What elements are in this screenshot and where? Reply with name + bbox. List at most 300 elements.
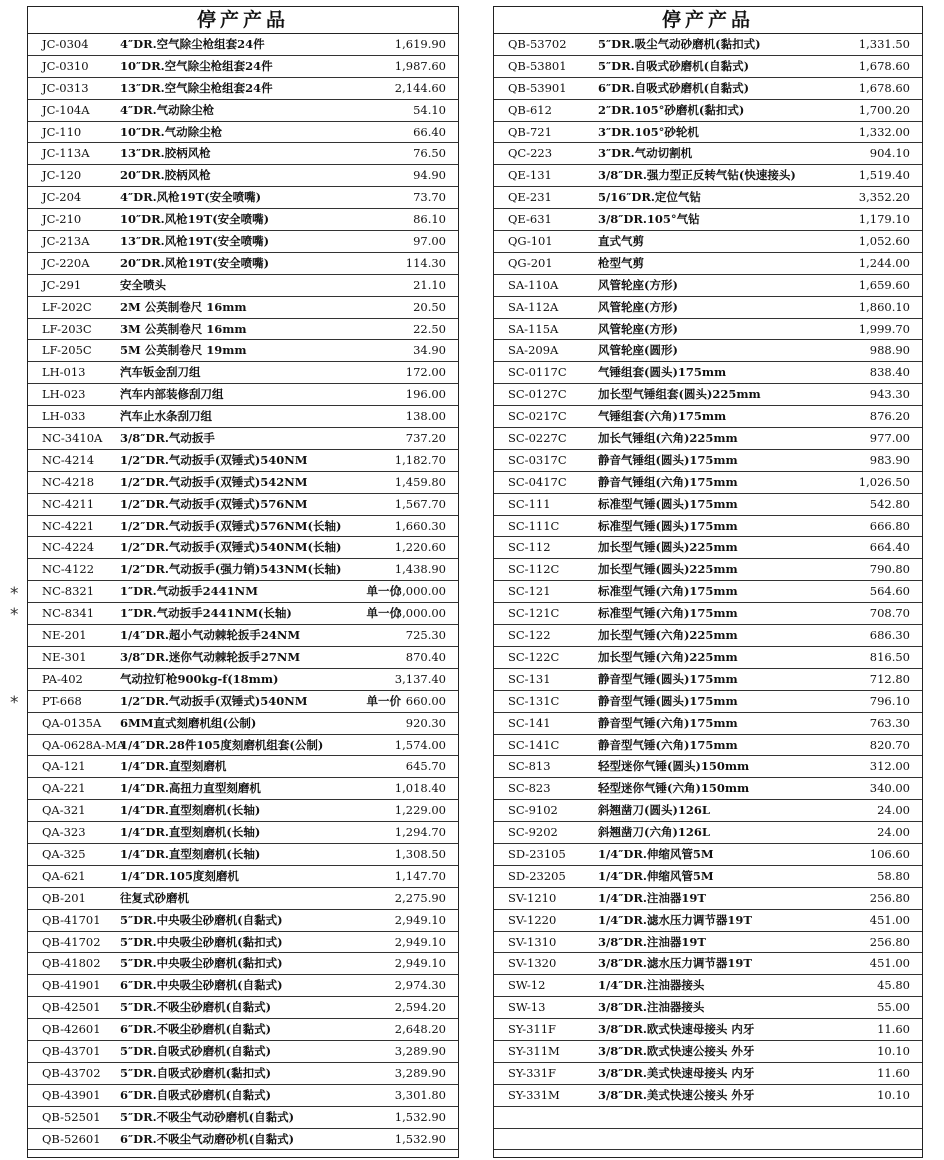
product-code: LF-202C	[42, 299, 92, 314]
table-row	[494, 34, 922, 56]
product-price: 172.00	[405, 365, 446, 380]
product-price: 138.00	[405, 409, 446, 424]
product-name: 1/4″DR.注油器接头	[598, 978, 705, 993]
product-code: SD-23205	[508, 868, 566, 883]
product-name: 3/8″DR.注油器19T	[598, 934, 706, 949]
product-price: 11.60	[877, 1022, 910, 1037]
product-price: 1,147.70	[394, 868, 446, 883]
product-name: 20″DR.胶柄风枪	[120, 168, 211, 183]
product-code: SC-131C	[508, 693, 560, 708]
product-code: LF-203C	[42, 321, 92, 336]
product-code: SW-13	[508, 1000, 546, 1015]
product-code: SC-111C	[508, 518, 560, 533]
table-row	[28, 34, 458, 56]
product-name: 3/8″DR.105°气钻	[598, 212, 700, 227]
price-note: 单一价	[366, 693, 401, 708]
product-name: 1/4″DR.高扭力直型刻磨机	[120, 781, 261, 796]
product-code: SY-311F	[508, 1022, 557, 1037]
product-code: SC-112C	[508, 562, 560, 577]
product-code: JC-0304	[42, 37, 89, 51]
product-code: JC-110	[42, 124, 82, 139]
product-price: 564.60	[869, 584, 910, 599]
product-name: 气锤组套(圆头)175mm	[598, 365, 727, 380]
product-code: QG-101	[508, 234, 553, 249]
product-name: 6MM直式刻磨机组(公制)	[120, 715, 257, 730]
product-code: QB-53801	[508, 58, 567, 73]
product-code: QA-221	[42, 781, 86, 796]
product-price: 1,294.70	[394, 825, 446, 840]
product-code: SC-9202	[508, 825, 558, 840]
product-price: 1,459.80	[394, 474, 446, 489]
table-row	[28, 231, 458, 253]
product-code: JC-113A	[42, 146, 90, 161]
product-name: 6″DR.不吸尘气动磨砂机(自黏式)	[120, 1131, 295, 1146]
product-name: 静音型气锤(六角)175mm	[598, 715, 738, 730]
product-name: 1/4″DR.注油器19T	[598, 890, 706, 905]
product-name: 3″DR.105°砂轮机	[598, 124, 699, 139]
product-price: 2,144.60	[394, 80, 446, 95]
product-price: 1,052.60	[858, 234, 910, 249]
table-row	[494, 472, 922, 494]
product-name: 1/2″DR.气动扳手(强力销)543NM(长轴)	[120, 562, 342, 577]
asterisk-marker: *	[10, 605, 19, 626]
product-price: 2,648.20	[394, 1022, 446, 1037]
table-row	[494, 735, 922, 757]
product-name: 标准型气锤(六角)175mm	[598, 606, 738, 621]
product-name: 1/4″DR.滤水压力调节器19T	[598, 912, 752, 927]
table-row	[28, 932, 458, 954]
product-code: SA-110A	[508, 277, 559, 292]
product-name: 6″DR.中央吸尘砂磨机(自黏式)	[120, 978, 283, 993]
product-code: SA-209A	[508, 343, 559, 358]
product-name: 3/8″DR.欧式快速公接头 外牙	[598, 1043, 755, 1058]
table-row	[494, 143, 922, 165]
product-price: 666.80	[869, 518, 910, 533]
product-name: 1/4″DR.28件105度刻磨机组套(公制)	[120, 737, 324, 752]
table-row	[494, 1107, 922, 1129]
product-name: 风管轮座(圆形)	[598, 343, 678, 358]
table-row	[28, 713, 458, 735]
product-code: NC-8341	[42, 606, 95, 621]
table-row	[28, 647, 458, 669]
table-row	[28, 888, 458, 910]
product-code: NC-8321	[42, 584, 95, 599]
table-row	[494, 340, 922, 362]
product-code: QB-41901	[42, 978, 101, 993]
product-price: 870.40	[405, 649, 446, 664]
table-row	[494, 1063, 922, 1085]
product-price: 645.70	[405, 759, 446, 774]
product-price: 21.10	[413, 277, 446, 292]
product-name: 轻型迷你气锤(六角)150mm	[598, 781, 750, 796]
product-name: 5M 公英制卷尺 19mm	[120, 343, 247, 358]
product-price: 1,332.00	[858, 124, 910, 139]
product-name: 静音型气锤(六角)175mm	[598, 737, 738, 752]
product-price: 1,574.00	[394, 737, 446, 752]
table-row	[28, 1129, 458, 1151]
product-code: NC-4211	[42, 496, 95, 511]
product-name: 标准型气锤(圆头)175mm	[598, 496, 738, 511]
table-row	[28, 669, 458, 691]
product-price: 10.10	[877, 1087, 910, 1102]
product-code: LF-205C	[42, 343, 92, 358]
product-name: 5″DR.中央吸尘砂磨机(黏扣式)	[120, 934, 283, 949]
table-row	[28, 362, 458, 384]
product-code: JC-120	[42, 168, 82, 183]
product-price: 796.10	[869, 693, 910, 708]
table-row	[28, 428, 458, 450]
product-price: 196.00	[405, 387, 446, 402]
product-name: 轻型迷你气锤(圆头)150mm	[598, 759, 750, 774]
product-code: QE-131	[508, 168, 552, 183]
product-code: SV-1210	[508, 890, 557, 905]
product-code: JC-104A	[42, 102, 90, 117]
product-price: 988.90	[869, 343, 910, 358]
product-name: 斜翘凿刀(圆头)126L	[598, 803, 710, 818]
product-code: QB-43702	[42, 1065, 101, 1080]
product-name: 1/4″DR.伸缩风管5M	[598, 846, 714, 861]
product-price: 1,179.10	[858, 212, 910, 227]
product-price: 34.90	[413, 343, 446, 358]
table-row	[28, 319, 458, 341]
product-price: 106.60	[869, 846, 910, 861]
product-name: 加长型气锤(六角)225mm	[598, 628, 738, 643]
product-name: 5″DR.吸尘气动砂磨机(黏扣式)	[598, 37, 761, 51]
product-code: NC-4122	[42, 562, 95, 577]
product-price: 904.10	[869, 146, 910, 161]
product-name: 5″DR.中央吸尘砂磨机(自黏式)	[120, 912, 283, 927]
product-code: QB-43701	[42, 1043, 101, 1058]
table-row	[28, 1041, 458, 1063]
product-code: SC-122C	[508, 649, 560, 664]
table-row	[494, 953, 922, 975]
product-price: 20.50	[413, 299, 446, 314]
asterisk-marker: *	[10, 693, 19, 713]
product-price: 820.70	[869, 737, 910, 752]
product-price: 977.00	[869, 431, 910, 446]
table-row	[28, 472, 458, 494]
table-row	[494, 1129, 922, 1151]
product-name: 13″DR.空气除尘枪组套24件	[120, 80, 273, 95]
product-price: 1,532.90	[394, 1131, 446, 1146]
table-row	[28, 1063, 458, 1085]
product-price: 45.80	[877, 978, 910, 993]
product-price: 97.00	[413, 234, 446, 249]
product-code: JC-0310	[42, 58, 89, 73]
product-name: 5″DR.中央吸尘砂磨机(黏扣式)	[120, 956, 283, 971]
product-price: 2,949.10	[394, 912, 446, 927]
product-code: PA-402	[42, 671, 83, 686]
product-code: SY-331M	[508, 1087, 560, 1102]
product-name: 5″DR.不吸尘砂磨机(自黏式)	[120, 1000, 272, 1015]
product-name: 5″DR.不吸尘气动砂磨机(自黏式)	[120, 1109, 295, 1124]
product-name: 1/2″DR.气动扳手(双锤式)576NM	[120, 496, 308, 511]
table-row	[28, 778, 458, 800]
product-name: 1/2″DR.气动扳手(双锤式)540NM	[120, 452, 308, 467]
product-code: SC-0317C	[508, 452, 567, 467]
product-code: SC-121C	[508, 606, 560, 621]
product-price: 73.70	[413, 190, 446, 205]
product-code: QC-223	[508, 146, 553, 161]
product-name: 气锤组套(六角)175mm	[598, 409, 727, 424]
table-row	[494, 406, 922, 428]
product-price: 54.10	[413, 102, 446, 117]
table-row	[494, 319, 922, 341]
product-price: 1,999.70	[858, 321, 910, 336]
product-code: QB-53901	[508, 80, 567, 95]
product-name: 静音气锤组(圆头)175mm	[598, 452, 738, 467]
table-row	[28, 537, 458, 559]
product-name: 1/2″DR.气动扳手(双锤式)540NM	[120, 693, 308, 708]
product-code: QA-325	[42, 846, 86, 861]
product-name: 4″DR.风枪19T(安全喷嘴)	[120, 190, 262, 205]
product-code: SC-122	[508, 628, 551, 643]
product-price: 708.70	[869, 606, 910, 621]
table-row	[494, 1041, 922, 1063]
product-name: 加长型气锤(圆头)225mm	[598, 540, 738, 555]
product-code: QA-121	[42, 759, 86, 774]
product-name: 1/4″DR.伸缩风管5M	[598, 868, 714, 883]
product-name: 1/2″DR.气动扳手(双锤式)540NM(长轴)	[120, 540, 342, 555]
table-row	[28, 822, 458, 844]
table-row	[494, 78, 922, 100]
product-name: 加长型气锤(六角)225mm	[598, 649, 738, 664]
product-price: 1,860.10	[858, 299, 910, 314]
product-price: 920.30	[405, 715, 446, 730]
product-price: 3,289.90	[394, 1065, 446, 1080]
left-price-table	[27, 6, 459, 1158]
product-code: QA-0135A	[42, 715, 102, 730]
product-code: NE-201	[42, 628, 87, 643]
table-row	[494, 165, 922, 187]
product-name: 静音型气锤(圆头)175mm	[598, 693, 738, 708]
product-code: SV-1220	[508, 912, 557, 927]
product-name: 6″DR.自吸式砂磨机(自黏式)	[598, 80, 750, 95]
product-price: 22.50	[413, 321, 446, 336]
product-name: 风管轮座(方形)	[598, 277, 678, 292]
price-note: 单一价	[366, 584, 401, 599]
product-name: 2″DR.105°砂磨机(黏扣式)	[598, 102, 745, 117]
product-price: 1,678.60	[858, 80, 910, 95]
product-code: QB-612	[508, 102, 552, 117]
product-name: 10″DR.空气除尘枪组套24件	[120, 58, 273, 73]
right-price-table	[493, 6, 923, 1158]
product-code: SD-23105	[508, 846, 566, 861]
product-price: 1,619.90	[394, 37, 446, 51]
product-code: SY-311M	[508, 1043, 560, 1058]
table-row	[28, 975, 458, 997]
table-row	[494, 209, 922, 231]
product-price: 66.40	[413, 124, 446, 139]
product-name: 5″DR.自吸式砂磨机(自黏式)	[120, 1043, 272, 1058]
table-row	[494, 1019, 922, 1041]
table-row	[28, 209, 458, 231]
product-price: 3,352.20	[858, 190, 910, 205]
product-code: QE-631	[508, 212, 552, 227]
product-code: SC-141	[508, 715, 551, 730]
product-name: 13″DR.风枪19T(安全喷嘴)	[120, 234, 270, 249]
product-code: QB-201	[42, 890, 86, 905]
product-name: 斜翘凿刀(六角)126L	[598, 825, 710, 840]
product-code: NC-3410A	[42, 431, 103, 446]
product-name: 6″DR.不吸尘砂磨机(自黏式)	[120, 1022, 272, 1037]
product-price: 943.30	[869, 387, 910, 402]
table-row	[28, 516, 458, 538]
table-row	[28, 603, 458, 625]
product-price: 664.40	[869, 540, 910, 555]
product-price: 790.80	[869, 562, 910, 577]
product-name: 气动拉钉枪900kg-f(18mm)	[120, 671, 279, 686]
table-row	[28, 866, 458, 888]
price-note: 单一价	[366, 606, 401, 621]
product-price: 1,244.00	[858, 255, 910, 270]
product-code: JC-213A	[42, 234, 90, 249]
product-code: QB-43901	[42, 1087, 101, 1102]
product-price: 11.60	[877, 1065, 910, 1080]
table-row	[494, 778, 922, 800]
product-price: 256.80	[869, 890, 910, 905]
product-name: 静音气锤组(六角)175mm	[598, 474, 738, 489]
product-code: QB-42601	[42, 1022, 101, 1037]
product-price: 725.30	[405, 628, 446, 643]
product-name: 5″DR.自吸式砂磨机(黏扣式)	[120, 1065, 272, 1080]
product-code: JC-204	[42, 190, 82, 205]
product-code: SC-0127C	[508, 387, 567, 402]
product-name: 3/8″DR.美式快速公接头 外牙	[598, 1087, 755, 1102]
product-price: 2,275.90	[394, 890, 446, 905]
table-row	[494, 297, 922, 319]
product-code: SA-115A	[508, 321, 559, 336]
product-price: 1,018.40	[394, 781, 446, 796]
product-code: NC-4214	[42, 452, 95, 467]
product-code: NE-301	[42, 649, 87, 664]
table-row	[28, 735, 458, 757]
table-row	[494, 275, 922, 297]
table-row	[494, 537, 922, 559]
product-code: QB-41802	[42, 956, 101, 971]
product-code: SC-823	[508, 781, 551, 796]
table-row	[28, 1107, 458, 1129]
product-code: NC-4221	[42, 518, 95, 533]
product-price: 114.30	[405, 255, 446, 270]
product-price: 737.20	[405, 431, 446, 446]
table-row	[494, 100, 922, 122]
left-rows	[28, 34, 458, 1150]
table-row	[28, 997, 458, 1019]
asterisk-marker: *	[10, 583, 19, 604]
product-name: 2M 公英制卷尺 16mm	[120, 299, 247, 314]
product-price: 1,182.70	[394, 452, 446, 467]
table-row	[494, 910, 922, 932]
product-code: QB-721	[508, 124, 552, 139]
product-price: 1,678.60	[858, 58, 910, 73]
table-row	[28, 275, 458, 297]
product-price: 256.80	[869, 934, 910, 949]
product-price: 1,987.60	[394, 58, 446, 73]
table-row	[494, 581, 922, 603]
table-row	[494, 800, 922, 822]
table-row	[28, 494, 458, 516]
product-name: 直式气剪	[598, 234, 644, 249]
product-name: 标准型气锤(圆头)175mm	[598, 518, 738, 533]
product-price: 1,532.90	[394, 1109, 446, 1124]
product-code: NC-4224	[42, 540, 95, 555]
product-name: 汽车钣金刮刀组	[120, 365, 201, 380]
table-row	[28, 100, 458, 122]
product-price: 686.30	[869, 628, 910, 643]
product-price: 712.80	[869, 671, 910, 686]
product-price: 876.20	[869, 409, 910, 424]
product-name: 3M 公英制卷尺 16mm	[120, 321, 247, 336]
product-name: 汽车内部装修刮刀组	[120, 387, 224, 402]
table-row	[28, 56, 458, 78]
product-name: 加长型气锤组套(圆头)225mm	[598, 387, 761, 402]
product-price: 3,289.90	[394, 1043, 446, 1058]
table-row	[28, 340, 458, 362]
product-code: LH-013	[42, 365, 86, 380]
product-name: 4″DR.气动除尘枪	[120, 102, 215, 117]
product-price: 2,974.30	[394, 978, 446, 993]
table-row	[28, 581, 458, 603]
table-row	[494, 450, 922, 472]
product-code: QB-41701	[42, 912, 101, 927]
table-row	[28, 406, 458, 428]
product-name: 1/4″DR.直型刻磨机(长轴)	[120, 846, 261, 861]
product-code: JC-0313	[42, 80, 89, 95]
product-code: JC-291	[42, 277, 82, 292]
product-name: 加长型气锤(圆头)225mm	[598, 562, 738, 577]
table-row	[494, 866, 922, 888]
table-row	[28, 187, 458, 209]
product-name: 1/2″DR.气动扳手(双锤式)576NM(长轴)	[120, 518, 342, 533]
table-row	[494, 647, 922, 669]
product-price: 2,949.10	[394, 956, 446, 971]
table-row	[494, 756, 922, 778]
product-price: 24.00	[877, 803, 910, 818]
product-price: 816.50	[869, 649, 910, 664]
table-title: 停产产品	[28, 7, 458, 34]
product-code: SC-141C	[508, 737, 560, 752]
table-row	[28, 384, 458, 406]
product-name: 安全喷头	[120, 277, 166, 292]
product-code: LH-033	[42, 409, 86, 424]
table-row	[494, 428, 922, 450]
product-name: 标准型气锤(六角)175mm	[598, 584, 738, 599]
product-name: 1/4″DR.超小气动棘轮扳手24NM	[120, 628, 301, 643]
product-code: QA-0628A-MA	[42, 737, 126, 752]
product-name: 3/8″DR.注油器接头	[598, 1000, 705, 1015]
product-price: 1,660.30	[394, 518, 446, 533]
product-name: 3/8″DR.强力型正反转气钻(快速接头)	[598, 168, 796, 183]
table-row	[28, 910, 458, 932]
product-code: QB-42501	[42, 1000, 101, 1015]
product-code: SY-331F	[508, 1065, 557, 1080]
product-code: QE-231	[508, 190, 552, 205]
product-price: 451.00	[869, 912, 910, 927]
product-price: 3,137.40	[394, 671, 446, 686]
product-price: 763.30	[869, 715, 910, 730]
product-code: SC-111	[508, 496, 551, 511]
product-name: 3/8″DR.迷你气动棘轮扳手27NM	[120, 649, 301, 664]
table-row	[28, 1085, 458, 1107]
table-row	[494, 603, 922, 625]
table-row	[28, 800, 458, 822]
product-price: 451.00	[869, 956, 910, 971]
product-price: 1,567.70	[394, 496, 446, 511]
product-price: 2,949.10	[394, 934, 446, 949]
table-row	[28, 953, 458, 975]
product-code: NC-4218	[42, 474, 95, 489]
